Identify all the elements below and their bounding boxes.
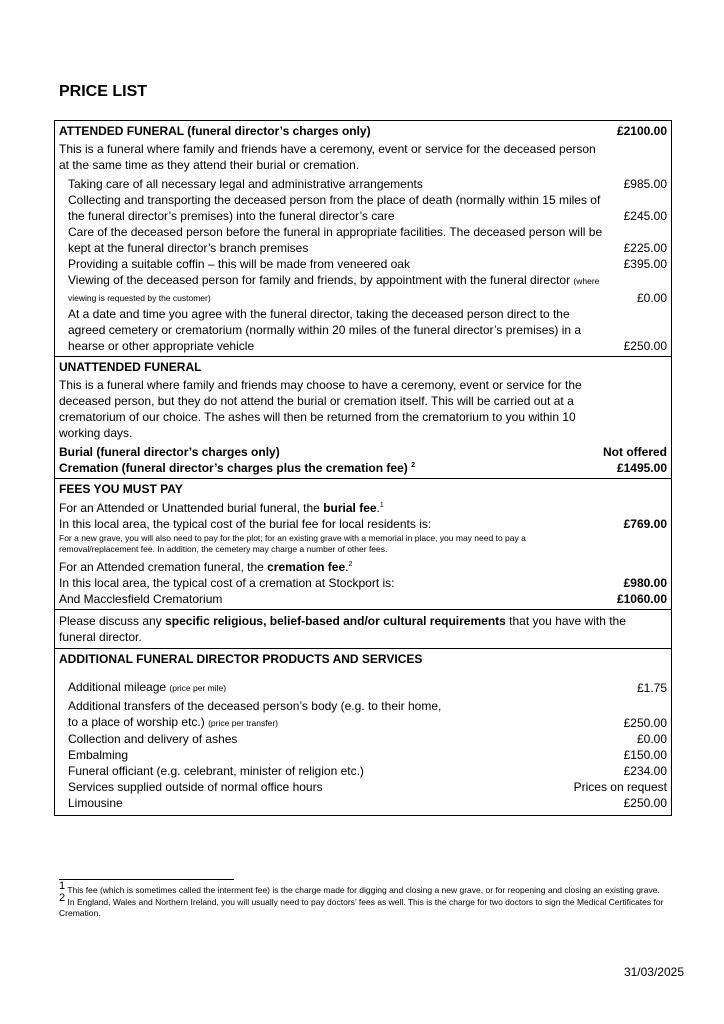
cremation-alt-price: £1060.00 <box>616 592 667 606</box>
burial-fee-post: . <box>376 501 380 515</box>
attended-item <box>59 224 667 256</box>
additional-item-price: £250.00 <box>623 716 667 730</box>
religious-note <box>59 613 667 645</box>
footnote-number: 2 <box>59 892 66 905</box>
additional-item <box>59 731 667 747</box>
unattended-heading: UNATTENDED FUNERAL <box>59 360 202 374</box>
attended-item <box>59 256 667 272</box>
burial-fee-intro <box>59 500 667 516</box>
additional-item-price: £150.00 <box>623 748 667 762</box>
religious-pre: Please discuss any <box>59 614 166 628</box>
burial-fee-pre: For an Attended or Unattended burial funeral, the <box>59 501 324 515</box>
cremation-fee-bold: cremation fee <box>267 560 346 574</box>
attended-items <box>59 176 667 354</box>
unattended-burial-label: Burial (funeral director’s charges only) <box>59 445 280 459</box>
price-table <box>54 120 672 816</box>
additional-item-text: Limousine <box>68 796 123 810</box>
footnotes <box>59 880 669 920</box>
attended-total: £2100.00 <box>616 124 667 138</box>
additional-item <box>59 698 667 731</box>
burial-fee-price: £769.00 <box>623 517 667 531</box>
fees-section <box>55 479 671 610</box>
burial-fee-bold: burial fee <box>323 501 377 515</box>
religious-post: that you have with the funeral director. <box>59 614 626 644</box>
additional-item-note: (price per transfer) <box>208 718 278 728</box>
attended-item-text: Taking care of all necessary legal and administrative arrangements <box>68 177 423 191</box>
fees-heading: FEES YOU MUST PAY <box>59 482 183 496</box>
additional-section <box>55 649 671 815</box>
unattended-burial-price: Not offered <box>603 445 667 459</box>
cremation-fee-intro <box>59 559 667 575</box>
footnote <box>59 892 669 919</box>
cremation-fee-price: £980.00 <box>623 576 667 590</box>
additional-item <box>59 679 667 696</box>
unattended-burial-row <box>59 444 667 460</box>
attended-item <box>59 192 667 224</box>
attended-heading-row <box>59 122 667 139</box>
additional-item-price: £1.75 <box>636 681 667 695</box>
additional-heading-row <box>59 650 667 667</box>
additional-item <box>59 747 667 763</box>
unattended-cremation-label: Cremation (funeral director’s charges plus the cremation fee) <box>59 461 408 475</box>
unattended-cremation-row <box>59 460 667 476</box>
attended-item-price: £250.00 <box>623 339 667 353</box>
additional-item-text: Embalming <box>68 748 129 762</box>
additional-item-text: Additional mileage <box>68 680 167 694</box>
additional-item-note: (price per mile) <box>169 683 227 693</box>
attended-item <box>59 306 667 354</box>
attended-item <box>59 272 667 306</box>
attended-item-text: Care of the deceased person before the funeral in appropriate facilities. The deceased person will be kept at the funeral director’s branch premises <box>68 225 603 255</box>
footnote-ref: 1 <box>379 502 384 509</box>
religious-bold: specific religious, belief-based and/or cultural requirements <box>165 614 506 628</box>
religious-section <box>55 610 671 649</box>
footnote <box>59 880 669 896</box>
additional-item-text: Funeral officiant (e.g. celebrant, minister of religion etc.) <box>68 764 364 778</box>
attended-item <box>59 176 667 192</box>
unattended-intro: This is a funeral where family and friends may choose to have a ceremony, event or service for the deceased person, but they do not attend the burial or cremation itself. This will be carried out at a crematorium of our choice. The ashes will then be returned from the crematorium to you within 10 working days. <box>59 378 582 440</box>
attended-item-price: £395.00 <box>623 257 667 271</box>
attended-item-text: Providing a suitable coffin – this will be made from veneered oak <box>68 257 410 271</box>
attended-item-price: £225.00 <box>623 241 667 255</box>
burial-fee-note: For a new grave, you will also need to pay for the plot; for an existing grave with a memorial in place, you may need to pay a removal/replacement fee. In addition, the cemetery may charge a number of other fees. <box>59 533 526 554</box>
page-title: PRICE LIST <box>59 83 148 100</box>
cremation-alt-row <box>59 591 667 607</box>
attended-item-note: (where viewing is requested by the customer) <box>68 276 600 303</box>
additional-item-price: £0.00 <box>636 732 667 746</box>
document-date: 31/03/2025 <box>623 965 684 979</box>
additional-item-price: £234.00 <box>623 764 667 778</box>
attended-heading: ATTENDED FUNERAL (funeral director’s charges only) <box>59 124 371 138</box>
footnote-divider <box>59 879 234 880</box>
additional-item-text: Services supplied outside of normal office hours <box>68 780 323 794</box>
additional-item <box>59 779 667 795</box>
unattended-heading-row <box>59 358 667 375</box>
additional-item-price: Prices on request <box>573 780 667 794</box>
cremation-fee-row <box>59 575 667 591</box>
attended-item-price: £245.00 <box>623 209 667 223</box>
attended-item-price: £0.00 <box>636 291 667 305</box>
unattended-cremation-price: £1495.00 <box>616 461 667 475</box>
burial-fee-local: In this local area, the typical cost of the burial fee for local residents is: <box>59 517 432 531</box>
additional-heading: ADDITIONAL FUNERAL DIRECTOR PRODUCTS AND SERVICES <box>59 652 423 666</box>
attended-item-price: £985.00 <box>623 177 667 191</box>
burial-fee-row <box>59 516 667 532</box>
footnote-ref: 2 <box>348 561 353 568</box>
additional-item-text: Additional transfers of the deceased person’s body (e.g. to their home, to a place of worship etc.) <box>68 699 442 729</box>
cremation-fee-pre: For an Attended cremation funeral, the <box>59 560 268 574</box>
attended-funeral-section <box>55 121 671 357</box>
unattended-funeral-section <box>55 357 671 479</box>
cremation-fee-local: In this local area, the typical cost of a cremation at Stockport is: <box>59 576 395 590</box>
footnote-ref: 2 <box>411 462 416 469</box>
attended-item-text: Collecting and transporting the deceased person from the place of death (normally within 15 miles of the funeral director’s premises) into the funeral director’s care <box>68 193 601 223</box>
attended-item-text: At a date and time you agree with the funeral director, taking the deceased person direct to the agreed cemetery or crematorium (normally within 20 miles of the funeral director’s premises) in a hearse or other appropriate vehicle <box>68 307 582 353</box>
additional-item-text: Collection and delivery of ashes <box>68 732 238 746</box>
footnote-text: In England, Wales and Northern Ireland, you will usually need to pay doctors’ fees as well. This is the charge for two doctors to sign the Medical Certificates for Cremation. <box>59 897 664 918</box>
additional-item <box>59 795 667 811</box>
footnote-number: 1 <box>59 880 66 893</box>
footnote-text: This fee (which is sometimes called the interment fee) is the charge made for digging and closing a new grave, or for reopening and closing an existing grave. <box>67 885 660 895</box>
additional-item <box>59 763 667 779</box>
additional-item-price: £250.00 <box>623 796 667 810</box>
attended-intro: This is a funeral where family and friends have a ceremony, event or service for the deceased person at the same time as they attend their burial or cremation. <box>59 142 596 172</box>
attended-item-text: Viewing of the deceased person for family and friends, by appointment with the funeral director <box>68 273 571 287</box>
cremation-alt-label: And Macclesfield Crematorium <box>59 592 223 606</box>
cremation-fee-post: . <box>345 560 349 574</box>
fees-heading-row <box>59 480 667 497</box>
